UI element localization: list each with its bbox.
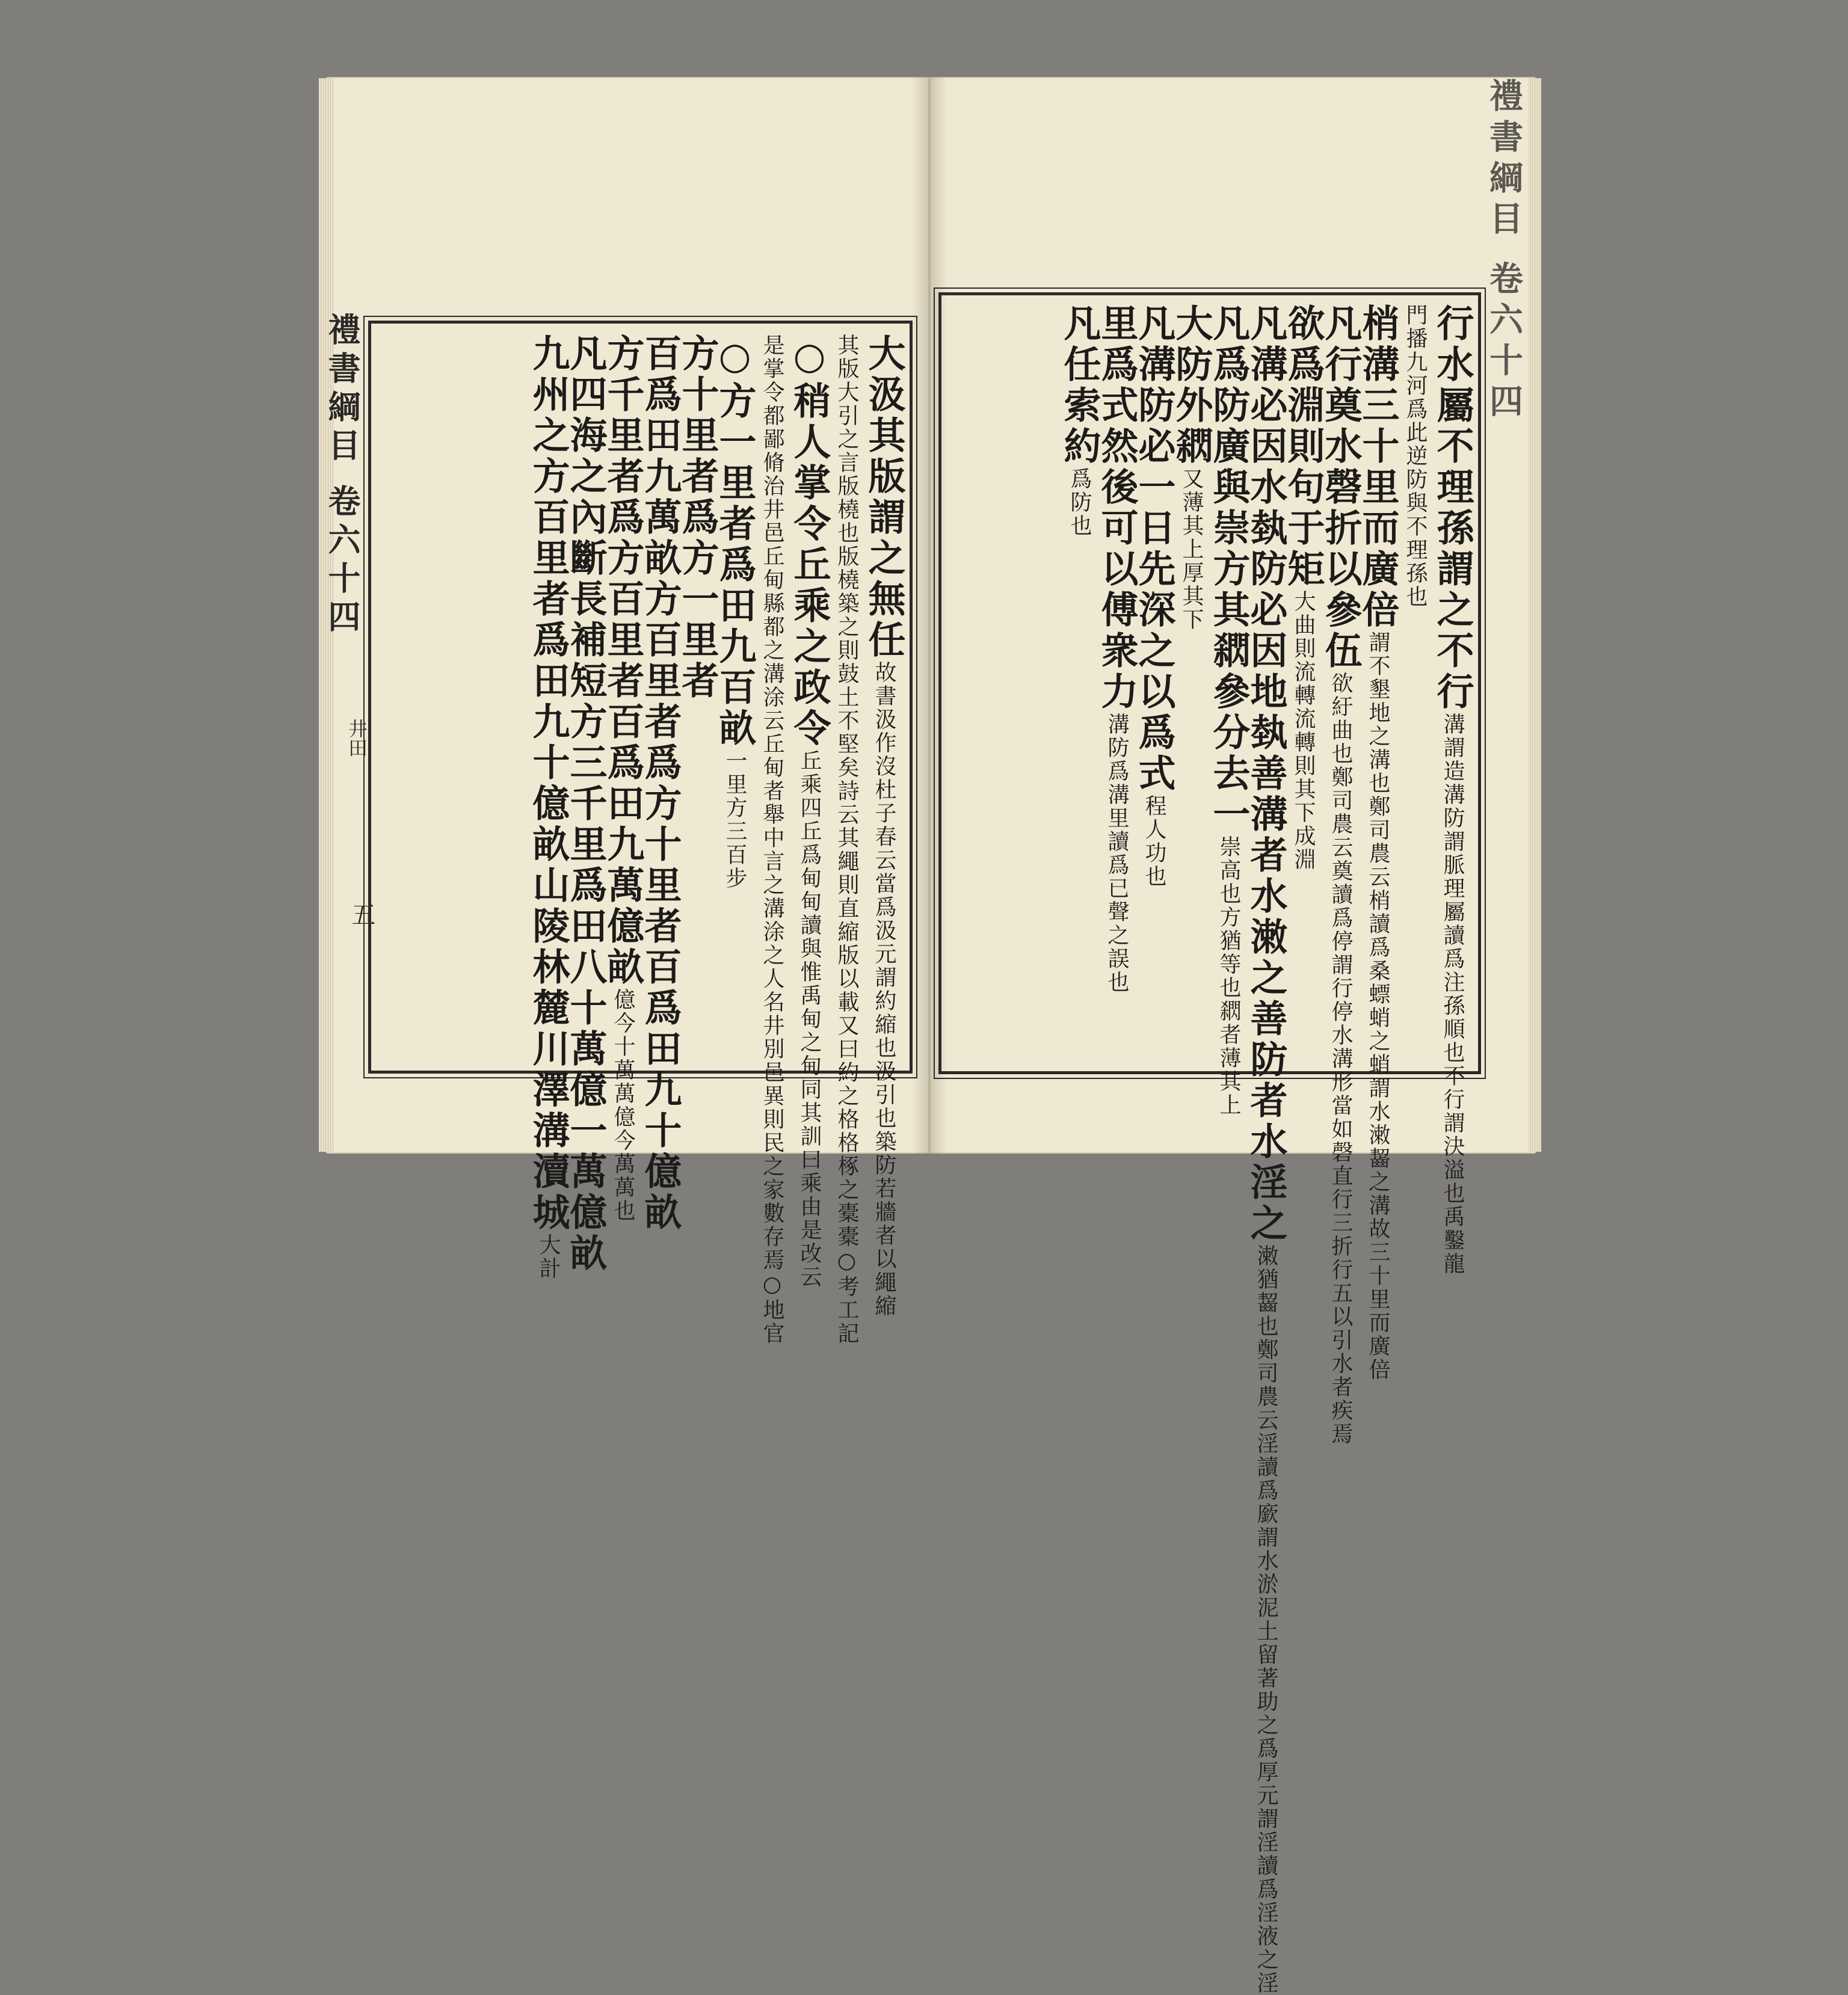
right-page-edges [1528,78,1541,1152]
main-text: 大防外閷 [1169,304,1213,467]
commentary-text: 故書汲作沒杜子春云當爲汲元謂約縮也汲引也築防若牆者以繩縮 [872,661,896,1318]
commentary-text: 億今十萬萬億今萬萬也 [611,988,635,1223]
left-page-number: 五 [348,902,375,926]
main-text: 凡任索約 [1058,304,1101,467]
commentary-text: 是掌令都鄙脩治井邑丘甸縣都之溝涂云丘甸者舉中言之溝涂之人名井別邑異則民之家數存焉○地官 [760,334,784,1345]
text-column [1396,304,1434,1062]
commentary-text: 門播九河爲此逆防與不理孫也 [1403,304,1428,609]
text-column [1207,304,1251,1117]
main-text: 凡溝必因水埶防必因地埶善溝者水潄之善防者水淫之 [1244,304,1288,1244]
right-margin-title: 禮書綱目 卷六十四 [1484,78,1524,425]
text-column [1244,304,1288,1995]
main-text: 欲爲淵則句于矩 [1281,304,1325,590]
main-text: 里爲式然後可以傅衆力 [1095,304,1139,713]
main-text: 梢溝三十里而廣倍 [1356,304,1400,631]
left-margin-subtitle: 井田 [345,719,368,757]
text-column [753,334,790,1345]
text-column [1132,304,1176,1062]
text-column [713,334,757,1062]
main-text: 凡爲防廣與崇方其閷參分去一 [1207,304,1251,835]
commentary-text: 爲防也 [1067,467,1092,538]
main-text: 大汲其版謂之無任 [862,334,906,661]
main-text: 方十里者爲方一里者 [676,334,719,702]
commentary-text: 崇高也方猶等也閷者薄其上 [1216,835,1241,1117]
text-column [1356,304,1400,1382]
text-column [862,334,906,1318]
commentary-text: 其版大引之言版橈也版橈築之則鼓土不堅矣詩云其繩則直縮版以載又曰約之格格椓之橐橐○考工記 [834,334,859,1345]
text-column [1281,304,1325,1062]
commentary-text: 欲紆曲也鄭司農云奠讀爲停謂行停水溝形當如磬直行三折行五以引水者疾焉 [1328,672,1353,1446]
commentary-text: 溝謂造溝防謂脈理屬讀爲注孫順也不行謂決溢也禹鑿龍 [1440,713,1465,1276]
commentary-text: 程人功也 [1142,795,1166,888]
text-column [638,334,682,1234]
text-column [1058,304,1101,1062]
main-text: 行水屬不理孫謂之不行 [1431,304,1474,713]
commentary-text: 溝防爲溝里讀爲已聲之誤也 [1104,713,1129,994]
commentary-text: 一里方三百步 [722,749,747,890]
main-text: 百爲田九萬畝方百里者爲方十里者百爲田九十億畝 [638,334,682,1234]
commentary-text: 大計 [536,1234,561,1280]
text-column [1431,304,1474,1276]
main-text: 方千里者爲方百里者百爲田九萬億畝 [601,334,645,988]
text-column [1319,304,1363,1446]
text-column [526,334,570,1280]
main-text: ○方一里者爲田九百畝 [713,334,757,749]
text-column [676,334,719,1062]
commentary-text: 又薄其上厚其下 [1179,467,1204,632]
text-column [564,334,608,1274]
right-text-columns [953,304,1474,1995]
text-column [1095,304,1139,1062]
main-text: 九州之方百里者爲田九十億畝山陵林麓川澤溝瀆城 [526,334,570,1234]
main-text: 凡溝防必一日先深之以爲式 [1132,304,1176,795]
text-column [787,334,831,1289]
main-text: ○稍人掌令丘乘之政令 [787,334,831,749]
left-margin-title: 禮書綱目 卷六十四 [323,313,362,638]
main-text: 凡四海之內斷長補短方三千里爲田八十萬億一萬億畝 [564,334,608,1274]
text-column [601,334,645,1223]
commentary-text: 丘乘四丘爲甸甸讀與惟禹甸之甸同其訓曰乘由是改云 [797,749,822,1289]
commentary-text: 潄猶齧也鄭司農云淫讀爲廞謂水淤泥土留著助之爲厚元謂淫讀爲淫液之淫 [1254,1244,1278,1995]
text-column [828,334,865,1345]
left-text-columns [385,334,906,1345]
text-column [1169,304,1213,1062]
commentary-text: 謂不墾地之溝也鄭司農云梢讀爲桑螵蛸之蛸謂水潄齧之溝故三十里而廣倍 [1366,631,1390,1382]
commentary-text: 大曲則流轉流轉則其下成淵 [1291,590,1316,871]
main-text: 凡行奠水磬折以參伍 [1319,304,1363,672]
